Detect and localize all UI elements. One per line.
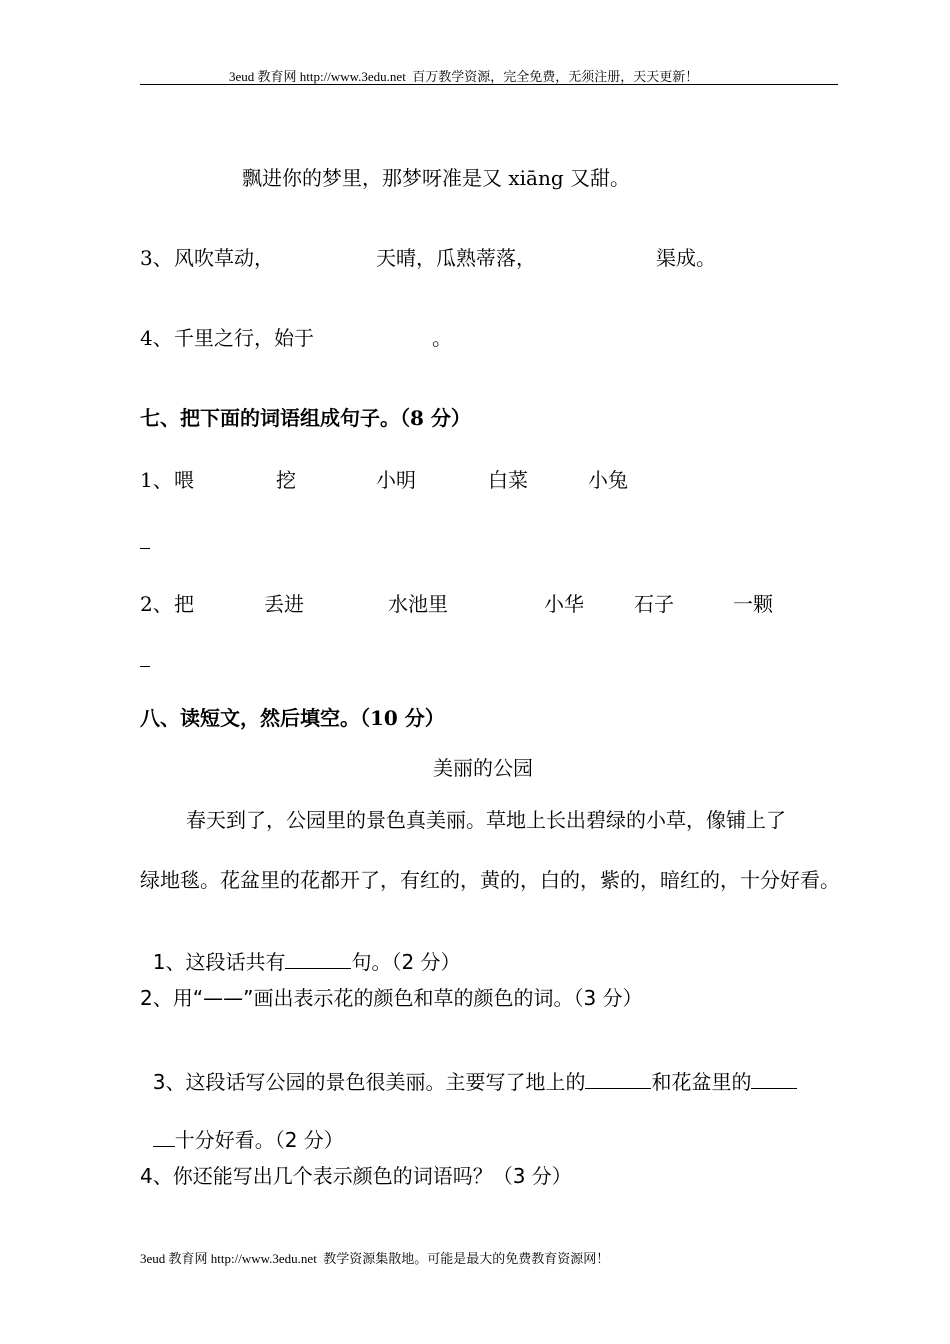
s7-item1-word: 小兔 [588, 468, 628, 492]
q4-number: 4、 [140, 326, 173, 350]
q3-number: 3、 [140, 246, 173, 270]
s7-item1-word: 小明 [376, 468, 416, 492]
q4-part1: 千里之行，始于 [174, 326, 314, 350]
q1-prefix: 1、这段话共有 [152, 950, 286, 974]
q3-answer-blank-1[interactable] [585, 1066, 651, 1089]
q3-middle: 和花盆里的 [651, 1070, 752, 1094]
q3-part1: 风吹草动， [174, 246, 274, 270]
q3-part2: 天晴，瓜熟蒂落， [376, 246, 536, 270]
s7-item2-word: 水池里 [388, 592, 448, 616]
s7-item1-word: 喂 [174, 468, 194, 492]
q1-answer-blank[interactable] [285, 946, 351, 969]
s8-question-3-cont [140, 1100, 344, 1153]
page-header: 3eud 教育网 http://www.3edu.net 百万教学资源，完全免费，无须注册，天天更新！ [229, 69, 699, 84]
s7-item1-word: 挖 [276, 468, 296, 492]
q3-part3: 渠成。 [656, 246, 716, 270]
answer-line-mark [140, 548, 150, 549]
poem-line: 飘进你的梦里，那梦呀准是又 xiāng 又甜。 [242, 166, 630, 190]
s7-item1-word: 白菜 [488, 468, 528, 492]
q4-end: 。 [432, 326, 452, 350]
s8-question-1 [140, 922, 461, 975]
page-footer: 3eud 教育网 http://www.3edu.net 教学资源集散地。可能是最大的免费教育资源网！ [140, 1251, 610, 1266]
s8-question-4: 4、你还能写出几个表示颜色的词语吗？（3 分） [140, 1164, 572, 1188]
s8-question-2: 2、用“——”画出表示花的颜色和草的颜色的词。（3 分） [140, 986, 643, 1010]
passage-title: 美丽的公园 [433, 756, 533, 780]
q3-suffix: 十分好看。（2 分） [174, 1128, 344, 1152]
s7-item2-word: 一颗 [733, 592, 773, 616]
answer-line-mark [140, 666, 150, 667]
q1-suffix: 句。（2 分） [351, 950, 461, 974]
header-rule [140, 84, 838, 85]
s7-item2-word: 丢进 [264, 592, 304, 616]
s7-item2-word: 把 [174, 592, 194, 616]
q3-prefix: 3、这段话写公园的景色很美丽。主要写了地上的 [152, 1070, 586, 1094]
passage-line: 绿地毯。花盆里的花都开了，有红的，黄的，白的，紫的，暗红的，十分好看。 [140, 868, 840, 892]
passage-line: 春天到了，公园里的景色真美丽。草地上长出碧绿的小草，像铺上了 [186, 808, 786, 832]
s7-item2-word: 小华 [544, 592, 584, 616]
section-8-title: 八、读短文，然后填空。（10 分） [140, 706, 445, 730]
s7-item2-word: 石子 [634, 592, 674, 616]
q3-answer-blank-2-cont[interactable] [153, 1124, 175, 1147]
s7-item1-number: 1、 [140, 468, 173, 492]
s7-item2-number: 2、 [140, 592, 173, 616]
s8-question-3 [140, 1042, 797, 1095]
section-7-title: 七、把下面的词语组成句子。（8 分） [140, 406, 471, 430]
q3-answer-blank-2[interactable] [751, 1066, 797, 1089]
